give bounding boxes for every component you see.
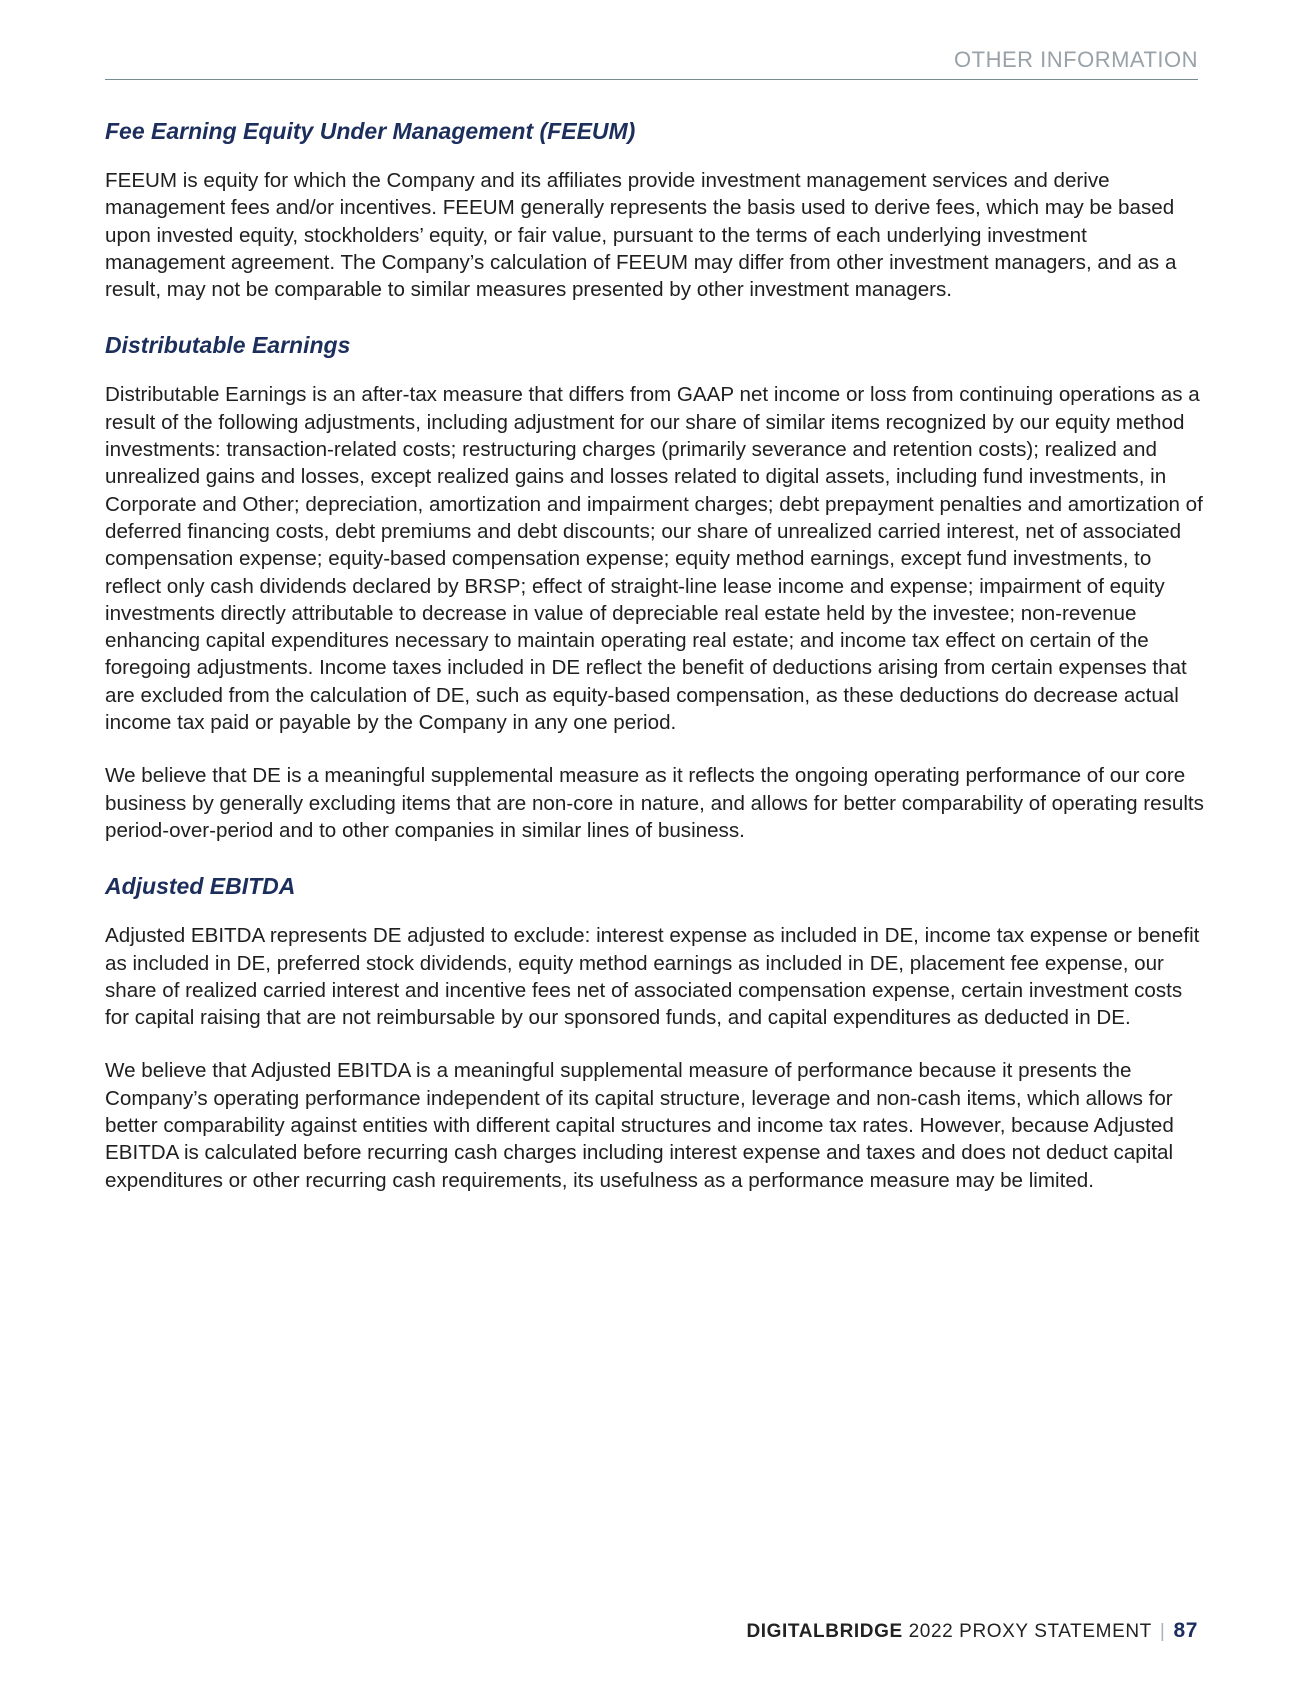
section-label: OTHER INFORMATION <box>954 47 1198 72</box>
page-header <box>105 47 1198 80</box>
paragraph: FEEUM is equity for which the Company and its affiliates provide investment management services and derive management fees and/or incentives. FEEUM generally represents the basis used to derive fees, which may be based upon invested equity, stockholders’ equity, or fair value, pursuant to the terms of each underlying investment management agreement. The Company’s calculation of FEEUM may differ from other investment managers, and as a result, may not be comparable to similar measures presented by other investment managers. <box>105 169 1177 302</box>
footer-document-title: 2022 PROXY STATEMENT <box>908 1621 1152 1642</box>
section-title-adjusted-ebitda: Adjusted EBITDA <box>105 873 296 900</box>
section-title-distributable-earnings: Distributable Earnings <box>105 332 351 359</box>
paragraph: Adjusted EBITDA represents DE adjusted to exclude: interest expense as included in DE, income tax expense or benefit as included in DE, preferred stock dividends, equity method earnings as included in DE, placement fee expense, our share of realized carried interest and incentive fees net of associated compensation expense, certain investment costs for capital raising that are not reimbursable by our sponsored funds, and capital expenditures as deducted in DE. <box>105 924 1200 1030</box>
paragraph: We believe that DE is a meaningful supplemental measure as it reflects the ongoing operating performance of our core business by generally excluding items that are non-core in nature, and allows for better comparability of operating results period-over-period and to other companies in similar lines of business. <box>105 764 1204 842</box>
paragraph: Distributable Earnings is an after-tax measure that differs from GAAP net income or loss from continuing operations as a result of the following adjustments, including adjustment for our share of similar items recognized by our equity method investments: transaction-related costs; restructuring charges (primarily severance and retention costs); realized and unrealized gains and losses, except realized gains and losses related to digital assets, including fund investments, in Corporate and Other; depreciation, amortization and impairment charges; debt prepayment penalties and amortization of deferred financing costs, debt premiums and debt discounts; our share of unrealized carried interest, net of associated compensation expense; equity-based compensation expense; equity method earnings, except fund investments, to reflect only cash dividends declared by BRSP; effect of straight-line lease income and expense; impairment of equity investments directly attributable to decrease in value of depreciable real estate held by the investee; non-revenue enhancing capital expenditures necessary to maintain operating real estate; and income tax effect on certain of the foregoing adjustments. Income taxes included in DE reflect the benefit of deductions arising from certain expenses that are excluded from the calculation of DE, such as equity-based compensation, as these deductions do decrease actual income tax paid or payable by the Company in any one period. <box>105 383 1203 735</box>
footer-separator: | <box>1159 1621 1166 1642</box>
paragraph: We believe that Adjusted EBITDA is a meaningful supplemental measure of performance because it presents the Company’s operating performance independent of its capital structure, leverage and non-cash items, which allows for better comparability against entities with different capital structures and income tax rates. However, because Adjusted EBITDA is calculated before recurring cash charges including interest expense and taxes and does not deduct capital expenditures or other recurring cash requirements, its usefulness as a performance measure may be limited. <box>105 1059 1174 1192</box>
section-title-feeum: Fee Earning Equity Under Management (FEEUM) <box>105 118 636 144</box>
page-number: 87 <box>1173 1619 1198 1642</box>
footer-brand: DIGITALBRIDGE <box>746 1621 903 1642</box>
page-content <box>105 117 1205 1220</box>
page-footer <box>746 1619 1198 1643</box>
